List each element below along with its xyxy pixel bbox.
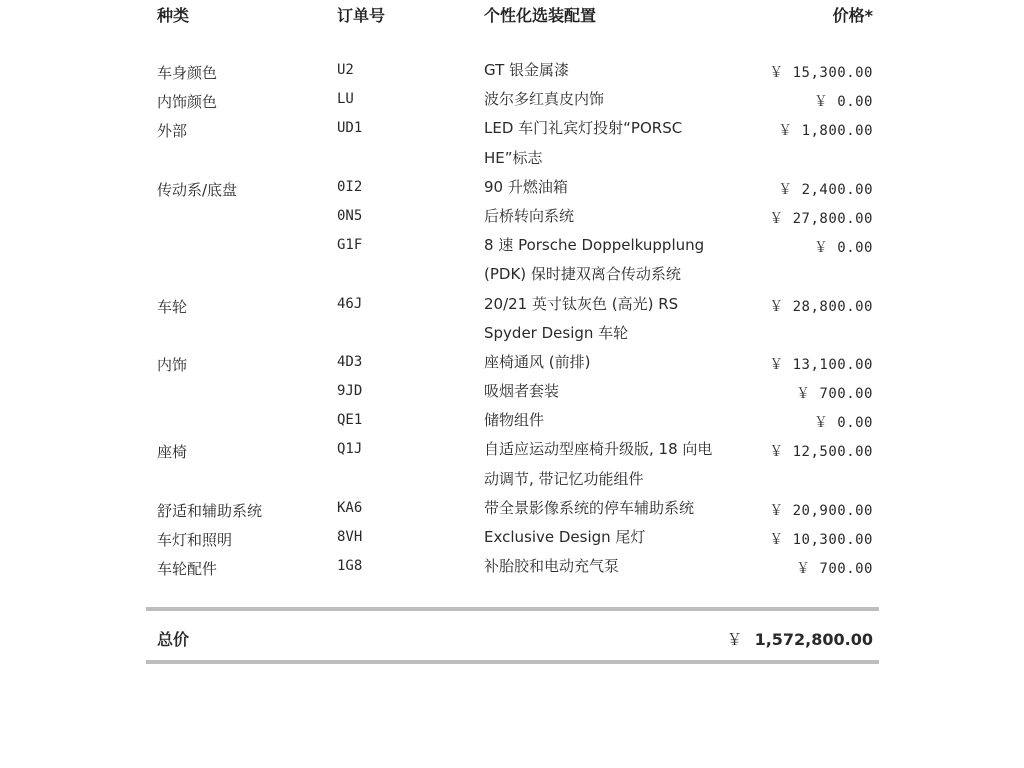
row-option-line: 吸烟者套装 bbox=[484, 382, 560, 401]
row-option-line: Exclusive Design 尾灯 bbox=[484, 528, 646, 547]
row-price: ￥ 0.00 bbox=[813, 94, 873, 111]
row-category: 舒适和辅助系统 bbox=[157, 501, 263, 520]
row-option-description bbox=[484, 173, 754, 202]
row-order-code: 4D3 bbox=[337, 353, 363, 370]
row-price: ￥ 15,300.00 bbox=[769, 65, 873, 81]
row-option-line: LED 车门礼宾灯投射“PORSC bbox=[484, 119, 683, 138]
row-option-line: 90 升燃油箱 bbox=[484, 177, 568, 196]
row-category: 外部 bbox=[157, 122, 188, 141]
row-price: ￥ 13,100.00 bbox=[769, 356, 873, 373]
header-option: 个性化选装配置 bbox=[484, 6, 597, 25]
row-option-line: Spyder Design 车轮 bbox=[484, 323, 629, 342]
row-option-description bbox=[484, 523, 754, 552]
row-category: 座椅 bbox=[157, 443, 188, 462]
row-option-description bbox=[484, 231, 754, 289]
row-order-code: G1F bbox=[337, 237, 363, 254]
row-order-code: 9JD bbox=[337, 383, 363, 400]
table-row bbox=[0, 116, 1024, 174]
row-order-code: QE1 bbox=[337, 412, 363, 429]
row-option-description bbox=[484, 377, 754, 406]
row-price: ￥ 20,900.00 bbox=[769, 502, 873, 519]
table-row bbox=[0, 496, 1024, 525]
row-option-line: 自适应运动型座椅升级版, 18 向电 bbox=[484, 440, 713, 459]
row-option-line: 补胎胶和电动充气泵 bbox=[484, 557, 620, 576]
table-header bbox=[0, 3, 1024, 27]
table-row bbox=[0, 350, 1024, 379]
row-price: ￥ 0.00 bbox=[813, 415, 873, 432]
row-price: ￥ 10,300.00 bbox=[769, 532, 873, 549]
total-price bbox=[727, 627, 873, 650]
row-order-code: 46J bbox=[337, 295, 363, 312]
row-order-code: KA6 bbox=[337, 499, 363, 516]
row-category: 车灯和照明 bbox=[157, 531, 233, 550]
row-option-description bbox=[484, 494, 754, 523]
row-option-description bbox=[484, 406, 754, 435]
table-row bbox=[0, 408, 1024, 437]
row-price: ￥ 0.00 bbox=[813, 240, 873, 257]
row-price: ￥ 1,800.00 bbox=[778, 123, 873, 140]
row-option-line: 波尔多红真皮内饰 bbox=[484, 90, 605, 109]
row-category: 内饰颜色 bbox=[157, 93, 218, 112]
table-row bbox=[0, 437, 1024, 495]
row-category: 内饰 bbox=[157, 355, 188, 374]
row-price: ￥ 700.00 bbox=[795, 561, 873, 578]
row-order-code: LU bbox=[337, 91, 354, 108]
row-option-line: 带全景影像系统的停车辅助系统 bbox=[484, 498, 695, 517]
row-option-line: 动调节, 带记忆功能组件 bbox=[484, 469, 644, 488]
row-option-description bbox=[484, 202, 754, 231]
header-category: 种类 bbox=[157, 6, 190, 25]
row-option-line: 后桥转向系统 bbox=[484, 206, 575, 225]
header-price: 价格* bbox=[832, 6, 873, 25]
row-option-description bbox=[484, 552, 754, 581]
row-option-line: 座椅通风 (前排) bbox=[484, 352, 591, 371]
row-option-line: (PDK) 保时捷双离合传动系统 bbox=[484, 265, 681, 284]
row-price: ￥ 700.00 bbox=[795, 386, 873, 403]
row-price: ￥ 27,800.00 bbox=[769, 210, 873, 227]
table-row bbox=[0, 175, 1024, 204]
table-row bbox=[0, 525, 1024, 554]
row-option-line: HE”标志 bbox=[484, 148, 543, 167]
row-option-line: 储物组件 bbox=[484, 411, 545, 430]
header-code: 订单号 bbox=[337, 6, 386, 25]
row-order-code: 0N5 bbox=[337, 207, 363, 224]
row-category: 车身颜色 bbox=[157, 64, 218, 82]
options-table-body bbox=[0, 58, 1024, 583]
table-row bbox=[0, 87, 1024, 116]
total-divider-bottom bbox=[146, 660, 879, 664]
row-category: 传动系/底盘 bbox=[157, 180, 238, 199]
row-option-line: GT 银金属漆 bbox=[484, 61, 570, 79]
table-row bbox=[0, 204, 1024, 233]
table-row bbox=[0, 58, 1024, 87]
row-option-description bbox=[484, 114, 754, 172]
row-category: 车轮 bbox=[157, 297, 188, 316]
row-order-code: 0I2 bbox=[337, 178, 363, 195]
table-row bbox=[0, 233, 1024, 291]
row-order-code: Q1J bbox=[337, 441, 363, 458]
row-option-description bbox=[484, 85, 754, 114]
row-order-code: U2 bbox=[337, 62, 354, 78]
row-option-line: 8 速 Porsche Doppelkupplung bbox=[484, 236, 705, 255]
total-amount: 1,572,800.00 bbox=[754, 630, 873, 649]
row-category: 车轮配件 bbox=[157, 560, 218, 579]
total-currency: ￥ bbox=[726, 630, 743, 649]
row-option-description bbox=[484, 290, 754, 348]
row-option-description bbox=[484, 56, 754, 85]
total-label: 总价 bbox=[157, 630, 190, 649]
table-row bbox=[0, 379, 1024, 408]
row-option-description bbox=[484, 348, 754, 377]
row-price: ￥ 2,400.00 bbox=[778, 181, 873, 198]
row-price: ￥ 28,800.00 bbox=[769, 298, 873, 315]
row-order-code: UD1 bbox=[337, 120, 363, 137]
total-divider-top bbox=[146, 607, 879, 611]
row-option-line: 20/21 英寸钛灰色 (高光) RS bbox=[484, 294, 679, 313]
row-price: ￥ 12,500.00 bbox=[769, 444, 873, 461]
row-order-code: 1G8 bbox=[337, 558, 363, 575]
table-row bbox=[0, 292, 1024, 350]
table-row bbox=[0, 554, 1024, 583]
row-option-description bbox=[484, 435, 754, 493]
row-order-code: 8VH bbox=[337, 529, 363, 546]
